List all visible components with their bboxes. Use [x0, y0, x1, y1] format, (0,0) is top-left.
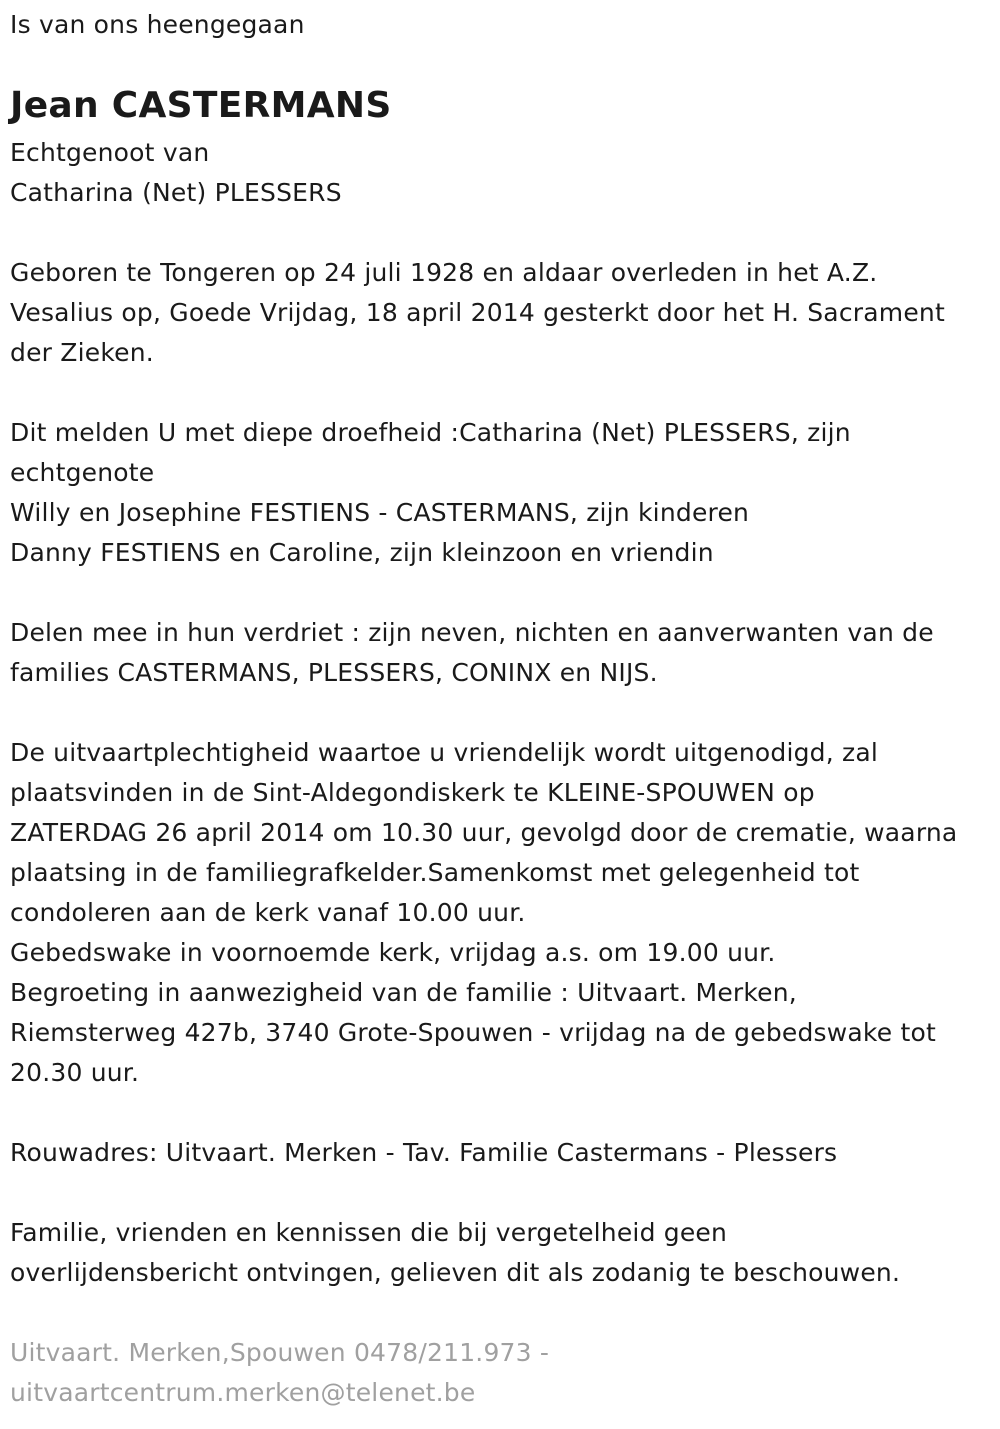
paragraph-line: Gebedswake in voornoemde kerk, vrijdag a.s. om 19.00 uur.: [10, 938, 776, 967]
deceased-name: Jean CASTERMANS: [10, 85, 392, 126]
intro-text: Is van ons heengegaan: [10, 10, 305, 39]
paragraph-line: overlijdensbericht ontvingen, gelieven dit als zodanig te beschouwen.: [10, 1258, 901, 1287]
share-grief-paragraph: [10, 613, 934, 693]
paragraph-line: Familie, vrienden en kennissen die bij vergetelheid geen: [10, 1218, 728, 1247]
funeral-paragraph: [10, 733, 957, 1093]
paragraph-line: Danny FESTIENS en Caroline, zijn kleinzoon en vriendin: [10, 538, 714, 567]
paragraph-line: families CASTERMANS, PLESSERS, CONINX en NIJS.: [10, 658, 658, 687]
spouse-block: [10, 133, 342, 213]
mourning-address: [10, 1133, 837, 1173]
spouse-line: Echtgenoot van: [10, 138, 210, 167]
paragraph-line: Willy en Josephine FESTIENS - CASTERMANS, zijn kinderen: [10, 498, 750, 527]
paragraph-line: 20.30 uur.: [10, 1058, 140, 1087]
announcement-paragraph: [10, 413, 851, 573]
funeral-home-footer: [10, 1333, 549, 1413]
paragraph-line: plaatsing in de familiegrafkelder.Samenkomst met gelegenheid tot: [10, 858, 860, 887]
family-note-paragraph: [10, 1213, 900, 1293]
spouse-line: Catharina (Net) PLESSERS: [10, 178, 342, 207]
footer-line: Uitvaart. Merken,Spouwen 0478/211.973 -: [10, 1338, 550, 1367]
paragraph-line: Delen mee in hun verdriet : zijn neven, nichten en aanverwanten van de: [10, 618, 934, 647]
paragraph-line: plaatsvinden in de Sint-Aldegondiskerk te KLEINE-SPOUWEN op: [10, 778, 815, 807]
paragraph-line: Dit melden U met diepe droefheid :Catharina (Net) PLESSERS, zijn: [10, 418, 851, 447]
paragraph-line: Vesalius op, Goede Vrijdag, 18 april 2014 gesterkt door het H. Sacrament: [10, 298, 945, 327]
paragraph-line: ZATERDAG 26 april 2014 om 10.30 uur, gevolgd door de crematie, waarna: [10, 818, 958, 847]
paragraph-line: condoleren aan de kerk vanaf 10.00 uur.: [10, 898, 526, 927]
footer-line: uitvaartcentrum.merken@telenet.be: [10, 1378, 476, 1407]
paragraph-line: De uitvaartplechtigheid waartoe u vriendelijk wordt uitgenodigd, zal: [10, 738, 879, 767]
paragraph-line: Riemsterweg 427b, 3740 Grote-Spouwen - vrijdag na de gebedswake tot: [10, 1018, 936, 1047]
birth-death-paragraph: [10, 253, 945, 373]
paragraph-line: echtgenote: [10, 458, 155, 487]
paragraph-line: der Zieken.: [10, 338, 154, 367]
paragraph-line: Begroeting in aanwezigheid van de familie : Uitvaart. Merken,: [10, 978, 797, 1007]
mourning-address-line: Rouwadres: Uitvaart. Merken - Tav. Familie Castermans - Plessers: [10, 1138, 838, 1167]
paragraph-line: Geboren te Tongeren op 24 juli 1928 en aldaar overleden in het A.Z.: [10, 258, 878, 287]
